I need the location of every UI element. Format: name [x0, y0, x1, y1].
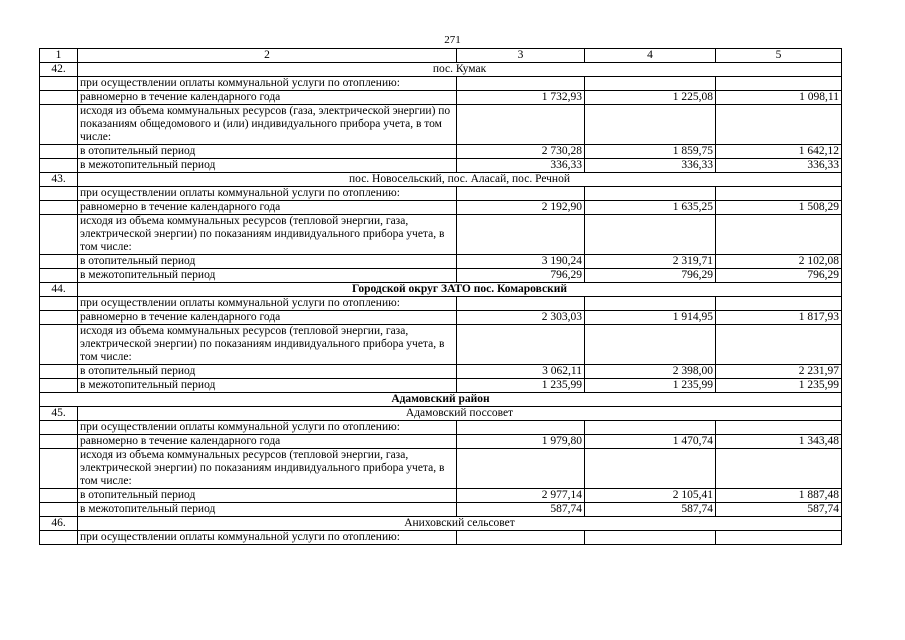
table-row	[40, 421, 842, 435]
row-description: при осуществлении оплаты коммунальной услуги по отоплению:	[78, 421, 457, 435]
table-row	[40, 311, 842, 325]
settlement-title: пос. Кумак	[78, 63, 842, 77]
value-col-4	[585, 105, 716, 145]
row-description: исходя из объема коммунальных ресурсов (тепловой энергии, газа, электрической энергии) по показаниям индивидуального прибора учета, в том числе:	[78, 325, 457, 365]
value-col-5	[716, 421, 842, 435]
column-header: 3	[457, 49, 585, 63]
settlement-title: Адамовский поссовет	[78, 407, 842, 421]
row-number-cell	[40, 91, 78, 105]
table-row	[40, 435, 842, 449]
value-col-4: 1 914,95	[585, 311, 716, 325]
value-col-5: 1 098,11	[716, 91, 842, 105]
row-description: в отопительный период	[78, 365, 457, 379]
value-col-3	[457, 325, 585, 365]
row-number-cell	[40, 159, 78, 173]
value-col-5: 1 343,48	[716, 435, 842, 449]
row-number: 44.	[40, 283, 78, 297]
table-row	[40, 145, 842, 159]
settlement-header-row	[40, 517, 842, 531]
value-col-5	[716, 187, 842, 201]
row-description: в межотопительный период	[78, 379, 457, 393]
row-number: 43.	[40, 173, 78, 187]
column-header: 1	[40, 49, 78, 63]
value-col-4: 2 319,71	[585, 255, 716, 269]
value-col-4: 796,29	[585, 269, 716, 283]
value-col-5: 587,74	[716, 503, 842, 517]
row-number-cell	[40, 531, 78, 545]
row-number-cell	[40, 215, 78, 255]
table-row	[40, 379, 842, 393]
settlement-header-row	[40, 283, 842, 297]
value-col-4	[585, 325, 716, 365]
row-description: при осуществлении оплаты коммунальной услуги по отоплению:	[78, 531, 457, 545]
table-row	[40, 449, 842, 489]
value-col-3	[457, 297, 585, 311]
value-col-4	[585, 531, 716, 545]
row-number-cell	[40, 201, 78, 215]
value-col-3	[457, 215, 585, 255]
value-col-3: 2 730,28	[457, 145, 585, 159]
row-description: равномерно в течение календарного года	[78, 91, 457, 105]
value-col-3: 336,33	[457, 159, 585, 173]
row-number-cell	[40, 503, 78, 517]
value-col-5: 1 235,99	[716, 379, 842, 393]
settlement-title: пос. Новосельский, пос. Аласай, пос. Речной	[78, 173, 842, 187]
row-number-cell	[40, 489, 78, 503]
row-number-cell	[40, 269, 78, 283]
value-col-5	[716, 325, 842, 365]
row-number-cell	[40, 365, 78, 379]
table-row	[40, 503, 842, 517]
table-row	[40, 325, 842, 365]
row-number-cell	[40, 77, 78, 91]
value-col-3: 1 235,99	[457, 379, 585, 393]
value-col-4: 1 859,75	[585, 145, 716, 159]
district-title: Адамовский район	[40, 393, 842, 407]
value-col-5	[716, 105, 842, 145]
value-col-3: 2 977,14	[457, 489, 585, 503]
value-col-3: 587,74	[457, 503, 585, 517]
value-col-4: 2 398,00	[585, 365, 716, 379]
value-col-3: 2 303,03	[457, 311, 585, 325]
value-col-4	[585, 297, 716, 311]
row-number-cell	[40, 421, 78, 435]
value-col-4: 2 105,41	[585, 489, 716, 503]
settlement-header-row	[40, 173, 842, 187]
table-row	[40, 255, 842, 269]
settlement-title: Городской округ ЗАТО пос. Комаровский	[78, 283, 842, 297]
table-row	[40, 365, 842, 379]
row-description: в межотопительный период	[78, 269, 457, 283]
row-number-cell	[40, 105, 78, 145]
value-col-5: 2 231,97	[716, 365, 842, 379]
tariff-table	[39, 48, 842, 545]
row-number-cell	[40, 379, 78, 393]
value-col-3: 796,29	[457, 269, 585, 283]
value-col-3: 3 190,24	[457, 255, 585, 269]
table-row	[40, 105, 842, 145]
row-number-cell	[40, 187, 78, 201]
value-col-3: 3 062,11	[457, 365, 585, 379]
table-row	[40, 215, 842, 255]
row-number: 46.	[40, 517, 78, 531]
value-col-3: 1 979,80	[457, 435, 585, 449]
table-row	[40, 297, 842, 311]
row-description: при осуществлении оплаты коммунальной услуги по отоплению:	[78, 187, 457, 201]
table-row	[40, 201, 842, 215]
row-number-cell	[40, 145, 78, 159]
district-header-row	[40, 393, 842, 407]
row-description: исходя из объема коммунальных ресурсов (газа, электрической энергии) по показаниям общедомового и (или) индивидуального прибора учета, в том числе:	[78, 105, 457, 145]
value-col-5	[716, 297, 842, 311]
row-number-cell	[40, 435, 78, 449]
row-number-cell	[40, 255, 78, 269]
row-number-cell	[40, 297, 78, 311]
value-col-3	[457, 531, 585, 545]
value-col-5: 2 102,08	[716, 255, 842, 269]
value-col-5: 796,29	[716, 269, 842, 283]
value-col-5: 1 508,29	[716, 201, 842, 215]
value-col-5: 1 642,12	[716, 145, 842, 159]
row-description: равномерно в течение календарного года	[78, 201, 457, 215]
column-header: 2	[78, 49, 457, 63]
table-row	[40, 531, 842, 545]
settlement-header-row	[40, 407, 842, 421]
value-col-5	[716, 215, 842, 255]
value-col-5: 1 817,93	[716, 311, 842, 325]
column-header: 4	[585, 49, 716, 63]
row-number: 45.	[40, 407, 78, 421]
row-description: при осуществлении оплаты коммунальной услуги по отоплению:	[78, 77, 457, 91]
value-col-4	[585, 421, 716, 435]
value-col-3	[457, 77, 585, 91]
row-description: равномерно в течение календарного года	[78, 311, 457, 325]
table-row	[40, 91, 842, 105]
row-description: в межотопительный период	[78, 159, 457, 173]
row-number-cell	[40, 311, 78, 325]
value-col-5: 1 887,48	[716, 489, 842, 503]
row-description: в отопительный период	[78, 145, 457, 159]
row-number-cell	[40, 449, 78, 489]
value-col-4: 587,74	[585, 503, 716, 517]
row-description: исходя из объема коммунальных ресурсов (тепловой энергии, газа, электрической энергии) по показаниям индивидуального прибора учета, в том числе:	[78, 449, 457, 489]
value-col-4: 1 235,99	[585, 379, 716, 393]
row-description: исходя из объема коммунальных ресурсов (тепловой энергии, газа, электрической энергии) по показаниям индивидуального прибора учета, в том числе:	[78, 215, 457, 255]
value-col-4	[585, 449, 716, 489]
value-col-4	[585, 77, 716, 91]
table-row	[40, 269, 842, 283]
table-row	[40, 77, 842, 91]
value-col-4: 1 470,74	[585, 435, 716, 449]
value-col-5: 336,33	[716, 159, 842, 173]
row-description: в отопительный период	[78, 489, 457, 503]
row-description: в межотопительный период	[78, 503, 457, 517]
value-col-4	[585, 215, 716, 255]
column-number-row	[40, 49, 842, 63]
value-col-4: 336,33	[585, 159, 716, 173]
settlement-header-row	[40, 63, 842, 77]
page-number: 271	[444, 34, 461, 46]
value-col-3	[457, 421, 585, 435]
value-col-4: 1 635,25	[585, 201, 716, 215]
value-col-5	[716, 77, 842, 91]
row-description: в отопительный период	[78, 255, 457, 269]
row-description: равномерно в течение календарного года	[78, 435, 457, 449]
row-number-cell	[40, 325, 78, 365]
table-row	[40, 159, 842, 173]
value-col-3: 1 732,93	[457, 91, 585, 105]
value-col-3	[457, 105, 585, 145]
value-col-3	[457, 187, 585, 201]
table-row	[40, 187, 842, 201]
value-col-3	[457, 449, 585, 489]
value-col-4: 1 225,08	[585, 91, 716, 105]
row-description: при осуществлении оплаты коммунальной услуги по отоплению:	[78, 297, 457, 311]
row-number: 42.	[40, 63, 78, 77]
value-col-5	[716, 449, 842, 489]
value-col-3: 2 192,90	[457, 201, 585, 215]
column-header: 5	[716, 49, 842, 63]
settlement-title: Аниховский сельсовет	[78, 517, 842, 531]
value-col-5	[716, 531, 842, 545]
table-row	[40, 489, 842, 503]
value-col-4	[585, 187, 716, 201]
